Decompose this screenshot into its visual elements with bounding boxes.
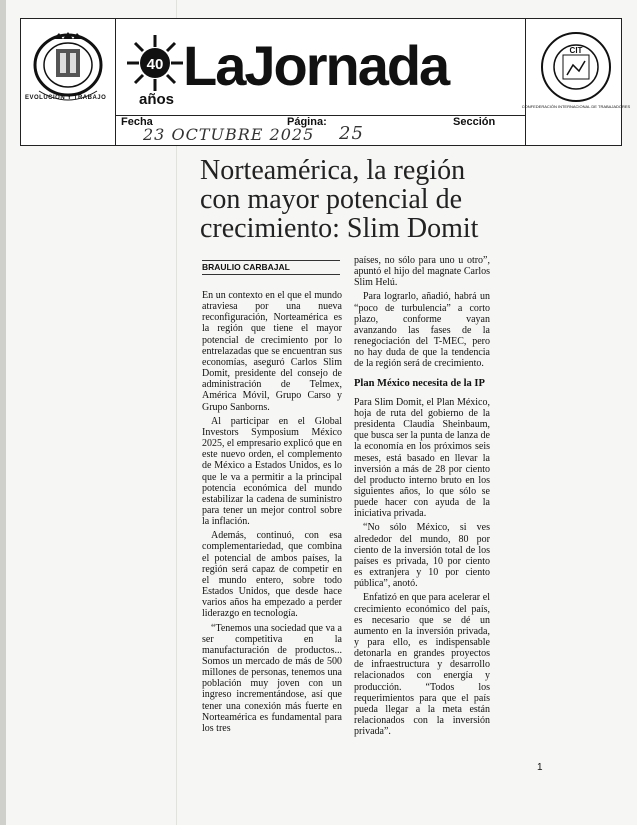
subheading: Plan México necesita de la IP [354,377,485,389]
paragraph: Para lograrlo, añadió, habrá un “poco de turbulencia” a corto plazo, conforme vayan avanzando las fases de la renegociación del T-MEC, pero no hay duda de que la tendencia de la región será de crecimiento. [354,291,490,370]
fecha-label: Fecha [121,116,153,128]
pagina-label: Página: [287,116,327,128]
byline-rule [202,260,340,261]
anniversary-sun-icon [125,33,185,93]
byline-rule [202,274,340,275]
paragraph: Al participar en el Global Investors Symposium México 2025, el empresario explicó que en este nuevo orden, el complemento de México a Estados Unidos, es lo que le va a permitir a la principal potencia económica del mundo estabilizar la cadena de suministro para tener un mejor control sobre la inflación. [202,415,342,528]
svg-text:40: 40 [146,56,164,73]
article-headline: Norteamérica, la región con mayor potencial de crecimiento: Slim Domit [200,155,479,244]
masthead-box [20,18,631,146]
scan-edge [0,0,6,825]
logo-anos: años [139,91,175,108]
divider [115,19,116,145]
paragraph: “Tenemos una sociedad que va a ser competitiva en la manufacturación de productos... Somos un mercado de más de 500 millones de personas, tenemos una población muy joven con un ingreso incrementándose, así que tener una conexión más fuerte en Norteamérica es fundamental para los tres [202,622,342,734]
paragraph: Para Slim Domit, el Plan México, hoja de ruta del gobierno de la presidenta Claudia Sheinbaum, que busca ser la punta de lanza de la economía en los próximos seis meses, está basado en llevar la inversión a más de 28 por ciento del producto interno bruto en los siguientes años, lo que sólo se puede hacer con ayuda de la iniciativa privada. [354,396,490,520]
page-number: 1 [537,762,543,773]
paragraph: países, no sólo para uno u otro”, apuntó el hijo del magnate Carlos Slim Helú. [354,255,490,289]
pagina-value: 25 [339,123,364,144]
seccion-label: Sección [453,116,496,128]
article-column-2 [354,255,490,740]
article-column-1 [202,290,342,737]
paragraph: En un contexto en el que el mundo atraviesa por una nueva reconfiguración, Norteamérica es la región que tiene el mayor potencial de crecimiento por lo entrelazadas que se encuentran sus economías, aseguró Carlos Slim Domit, presidente del consejo de administración de Telmex, América Móvil, Grupo Carso y Grupo Sanborns. [202,290,342,413]
logo-wordmark: LaJornada [183,34,449,97]
divider [525,19,526,145]
paragraph: Enfatizó en que para acelerar el crecimiento económico del país, es necesario que se dé un aumento en la inversión privada, y para ello, es indispensable detonarla en grandes proyectos de infraestructura y desarrollo relacionados con energía y producción. “Todos los requerimientos para que el país pueda llegar a la meta están relacionados con la inversión privada”. [354,592,490,738]
paragraph: Además, continuó, con esa complementariedad, que combina el potencial de ambos países, la región será capaz de competir en el mundo entero, sobre todo Estados Unidos, que desde hace varios años ha empezado a perder liderazgo en tecnología. [202,530,342,620]
confederation-seal-icon [521,25,631,111]
paragraph: “No sólo México, si ves alrededor del mundo, 80 por ciento de la inversión total de los países es privada, 10 por ciento es extranjera y 10 por ciento pública”, anotó. [354,522,490,590]
svg-text:CONFEDERACIÓN INTERNACIONAL DE: CONFEDERACIÓN INTERNACIONAL DE TRABAJADORES [521,104,631,109]
byline: BRAULIO CARBAJAL [202,262,290,272]
svg-text:CIT: CIT [569,46,583,55]
newspaper-logo [125,29,525,109]
fecha-value: 23 OCTUBRE 2025 [143,125,315,144]
seal-motto: EVOLUCIÓN Y TRABAJO [25,95,107,101]
